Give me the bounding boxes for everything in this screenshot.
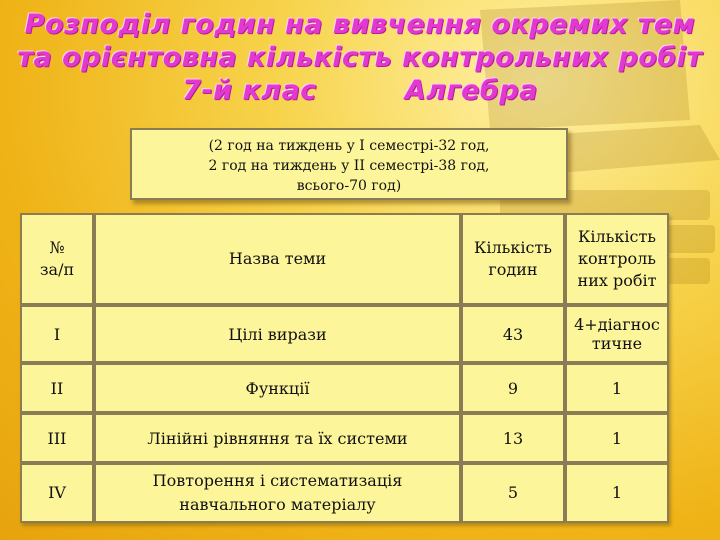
header-tests: Кількість контроль них робіт bbox=[565, 213, 669, 305]
header-hours: Кількість годин bbox=[461, 213, 565, 305]
hours-note-box bbox=[130, 128, 568, 200]
row-hours: 13 bbox=[461, 413, 565, 463]
row-tests: 1 bbox=[565, 363, 669, 413]
row-tests: 1 bbox=[565, 413, 669, 463]
row-topic: Лінійні рівняння та їх системи bbox=[94, 413, 461, 463]
header-number: № за/п bbox=[20, 213, 94, 305]
row-topic: Функції bbox=[94, 363, 461, 413]
row-hours: 43 bbox=[461, 305, 565, 363]
title-line-2: та орієнтовна кількість контрольних робіт bbox=[17, 42, 703, 73]
header-topic: Назва теми bbox=[94, 213, 461, 305]
table-row bbox=[20, 413, 669, 463]
table-row bbox=[20, 305, 669, 363]
topics-table bbox=[20, 213, 669, 523]
title-line-1: Розподіл годин на вивчення окремих тем bbox=[24, 9, 696, 40]
note-line-3: всього-70 год) bbox=[296, 178, 402, 194]
row-topic: Цілі вирази bbox=[94, 305, 461, 363]
row-tests: 4+діагнос тичне bbox=[565, 305, 669, 363]
page-title bbox=[0, 8, 720, 107]
grade-label: 7-й клас bbox=[182, 75, 317, 106]
row-topic: Повторення і систематизація навчального матеріалу bbox=[94, 463, 461, 523]
subject-label: Алгебра bbox=[404, 75, 538, 106]
table-row bbox=[20, 463, 669, 523]
row-number: ІІІ bbox=[20, 413, 94, 463]
note-line-2: 2 год на тиждень у ІІ семестрі-38 год, bbox=[208, 158, 490, 174]
row-tests: 1 bbox=[565, 463, 669, 523]
title-line-3 bbox=[0, 74, 720, 107]
note-line-1: (2 год на тиждень у І семестрі-32 год, bbox=[208, 138, 490, 154]
row-hours: 9 bbox=[461, 363, 565, 413]
row-number: ІV bbox=[20, 463, 94, 523]
row-number: І bbox=[20, 305, 94, 363]
table-header-row bbox=[20, 213, 669, 305]
row-hours: 5 bbox=[461, 463, 565, 523]
table-row bbox=[20, 363, 669, 413]
row-number: ІІ bbox=[20, 363, 94, 413]
